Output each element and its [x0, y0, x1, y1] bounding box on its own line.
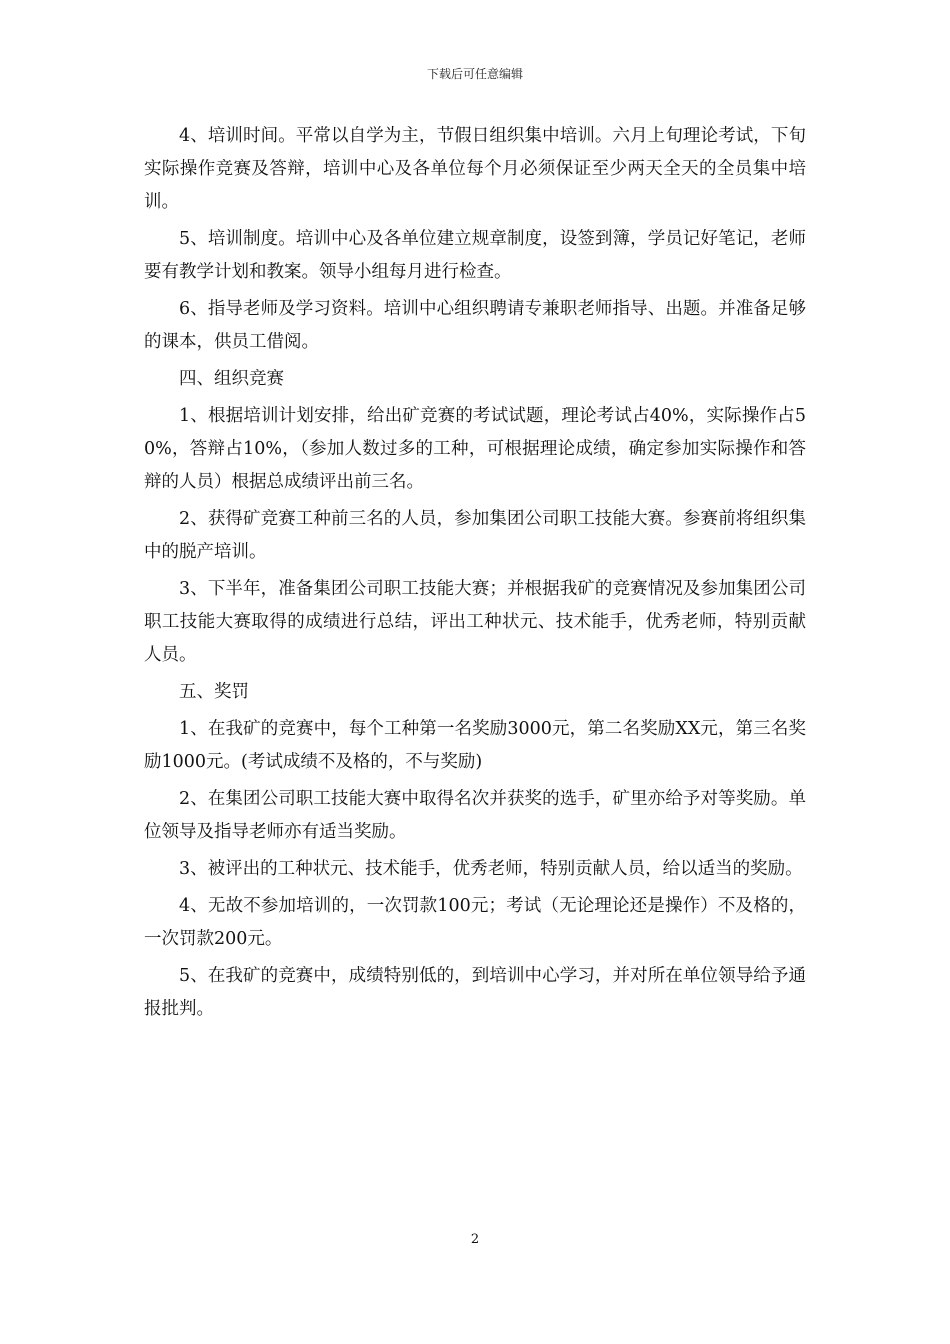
- paragraph-instructors-materials: 6、指导老师及学习资料。培训中心组织聘请专兼职老师指导、出题。并准备足够的课本，供员工借阅。: [144, 299, 806, 352]
- page-number: 2: [470, 1232, 480, 1247]
- paragraph-competition-scoring: 1、根据培训计划安排，给出矿竞赛的考试试题，理论考试占40%，实际操作占50%，答辩占10%，（参加人数过多的工种，可根据理论成绩，确定参加实际操作和答辩的人员）根据总成绩评出前三名。: [144, 406, 806, 492]
- section-heading-rewards-penalties: 五、奖罚: [179, 682, 249, 702]
- paragraph-second-half-year: 3、下半年，准备集团公司职工技能大赛；并根据我矿的竞赛情况及参加集团公司职工技能大赛取得的成绩进行总结，评出工种状元、技术能手，优秀老师，特别贡献人员。: [144, 579, 806, 665]
- paragraph-absence-penalty: 4、无故不参加培训的，一次罚款100元；考试（无论理论还是操作）不及格的，一次罚款200元。: [144, 896, 806, 949]
- paragraph-training-system: 5、培训制度。培训中心及各单位建立规章制度，设签到簿，学员记好笔记，老师要有教学计划和教案。领导小组每月进行检查。: [144, 229, 806, 282]
- paragraph-honor-rewards: 3、被评出的工种状元、技术能手，优秀老师，特别贡献人员，给以适当的奖励。: [179, 859, 803, 879]
- page-header: 下载后可任意编辑: [426, 67, 523, 81]
- paragraph-training-time: 4、培训时间。平常以自学为主，节假日组织集中培训。六月上旬理论考试，下旬实际操作竞赛及答辩，培训中心及各单位每个月必须保证至少两天全天的全员集中培训。: [144, 126, 806, 212]
- document-body: [144, 120, 806, 1030]
- paragraph-reward-amounts: 1、在我矿的竞赛中，每个工种第一名奖励3000元，第二名奖励XX元，第三名奖励1000元。(考试成绩不及格的，不与奖励): [144, 719, 806, 772]
- section-heading-competition: 四、组织竞赛: [179, 369, 284, 389]
- paragraph-group-contest: 2、获得矿竞赛工种前三名的人员，参加集团公司职工技能大赛。参赛前将组织集中的脱产培训。: [144, 509, 806, 562]
- paragraph-low-score-action: 5、在我矿的竞赛中，成绩特别低的，到培训中心学习，并对所在单位领导给予通报批判。: [144, 966, 806, 1019]
- paragraph-group-rewards: 2、在集团公司职工技能大赛中取得名次并获奖的选手，矿里亦给予对等奖励。单位领导及指导老师亦有适当奖励。: [144, 789, 806, 842]
